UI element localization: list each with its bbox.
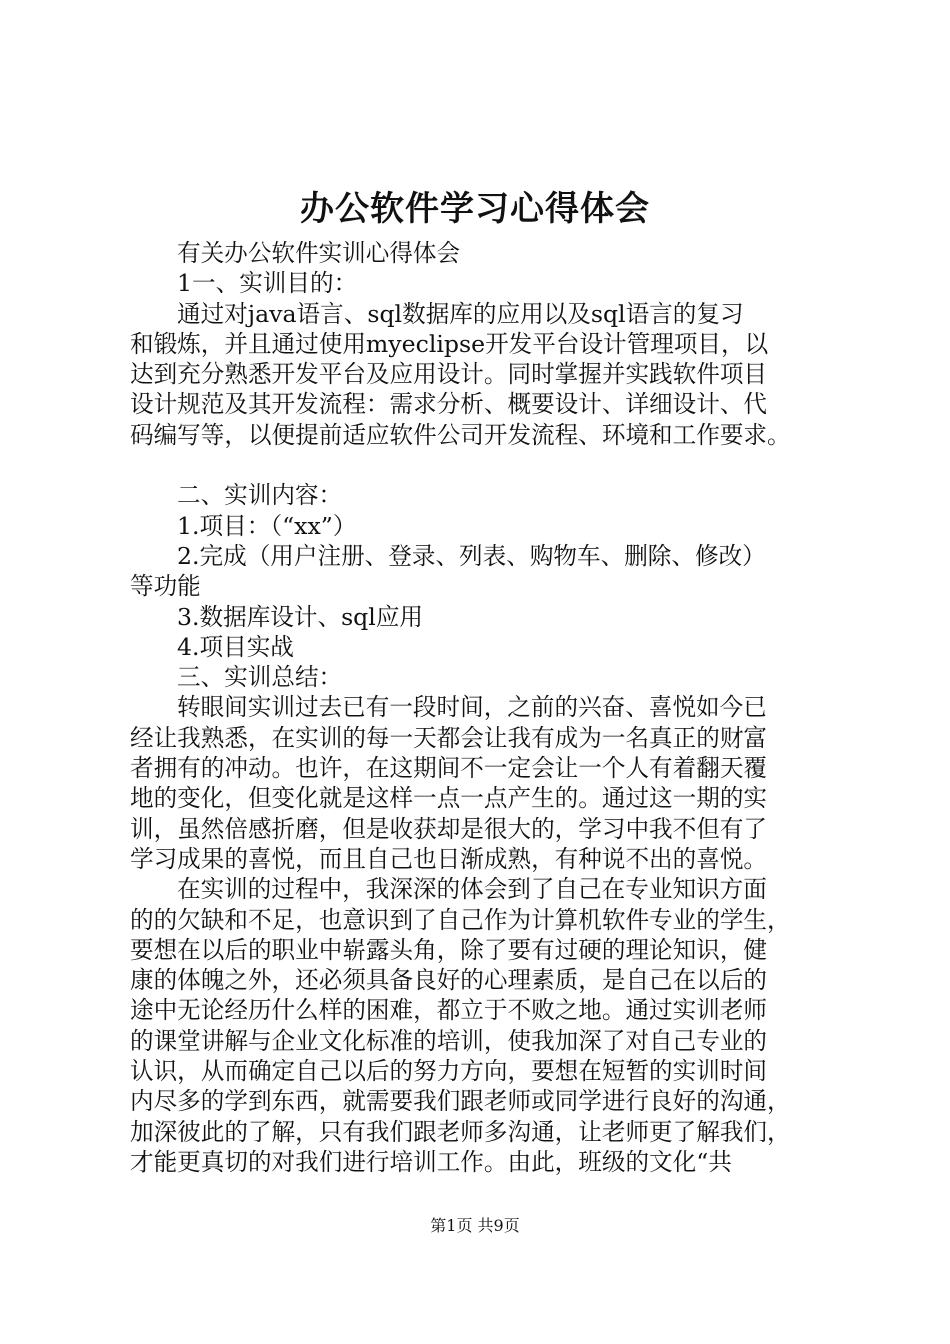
body-line: 途中无论经历什么样的困难，都立于不败之地。通过实训老师 [130, 996, 768, 1025]
body-line: 4.项目实战 [177, 632, 294, 661]
body-line: 才能更真切的对我们进行培训工作。由此，班级的文化“共 [130, 1147, 732, 1176]
body-line: 要想在以后的职业中崭露头角，除了要有过硬的理论知识，健 [130, 935, 768, 964]
page-footer: 第1页 共9页 [430, 1216, 520, 1235]
body-line: 加深彼此的了解，只有我们跟老师多沟通，让老师更了解我们， [130, 1117, 791, 1146]
body-line: 的课堂讲解与企业文化标准的培训，使我加深了对自己专业的 [130, 1026, 768, 1055]
body-line: 1一、实训目的： [177, 269, 358, 298]
document-title: 办公软件学习心得体会 [300, 189, 650, 229]
body-line: 学习成果的喜悦，而且自己也日渐成熟，有种说不出的喜悦。 [130, 844, 768, 873]
body-line: 在实训的过程中，我深深的体会到了自己在专业知识方面 [177, 875, 767, 904]
body-line: 达到充分熟悉开发平台及应用设计。同时掌握并实践软件项目 [130, 360, 768, 389]
body-line: 通过对java语言、sql数据库的应用以及sql语言的复习 [177, 299, 744, 328]
body-line: 三、实训总结： [177, 663, 343, 692]
body-line: 认识，从而确定自己以后的努力方向，要想在短暂的实训时间 [130, 1057, 768, 1086]
body-line: 地的变化，但变化就是这样一点一点产生的。通过这一期的实 [130, 784, 768, 813]
body-line: 3.数据库设计、sql应用 [177, 602, 424, 631]
body-line: 码编写等，以便提前适应软件公司开发流程、环境和工作要求。 [130, 420, 791, 449]
body-line: 等功能 [130, 572, 201, 601]
body-line: 有关办公软件实训心得体会 [177, 239, 461, 267]
body-line: 2.完成（用户注册、登录、列表、购物车、删除、修改） [177, 541, 766, 570]
body-line: 二、实训内容： [177, 481, 343, 510]
body-line: 者拥有的冲动。也许，在这期间不一定会让一个人有着翻天覆 [130, 754, 768, 783]
body-line: 的的欠缺和不足，也意识到了自己作为计算机软件专业的学生， [130, 905, 791, 934]
body-line: 1.项目：（“xx”） [177, 511, 357, 540]
document-body [130, 238, 836, 1177]
body-line: 康的体魄之外，还必须具备良好的心理素质，是自己在以后的 [130, 966, 768, 995]
body-line: 内尽多的学到东西，就需要我们跟老师或同学进行良好的沟通， [130, 1087, 791, 1116]
body-line: 设计规范及其开发流程：需求分析、概要设计、详细设计、代 [130, 390, 768, 419]
body-line: 训，虽然倍感折磨，但是收获却是很大的，学习中我不但有了 [130, 814, 768, 843]
body-line: 和锻炼，并且通过使用myeclipse开发平台设计管理项目，以 [130, 329, 769, 358]
blank-line [130, 450, 836, 480]
body-line: 转眼间实训过去已有一段时间，之前的兴奋、喜悦如今已 [177, 693, 767, 722]
body-line: 经让我熟悉，在实训的每一天都会让我有成为一名真正的财富 [130, 723, 768, 752]
